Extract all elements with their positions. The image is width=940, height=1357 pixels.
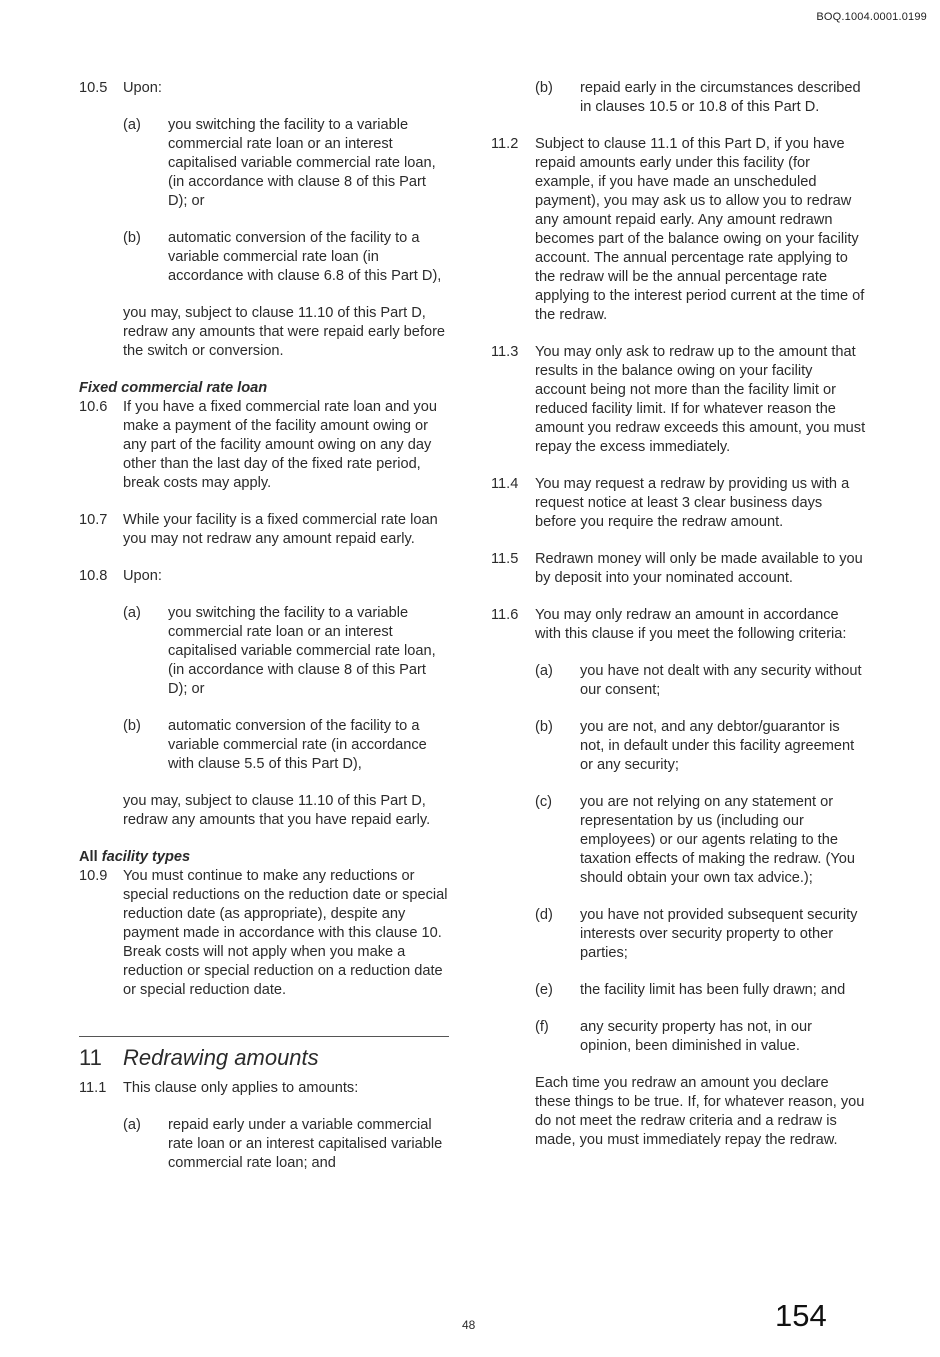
criteria-label: (e) (535, 982, 553, 998)
handwritten-page-stamp: 154 (775, 1298, 827, 1333)
clause-number: 11.5 (491, 551, 519, 567)
criteria-label: (d) (535, 907, 553, 923)
criteria-item (535, 981, 866, 1000)
clause-text: You may only ask to redraw up to the amount that results in the balance owing on your facility account being not more than the facility limit or reduced facility limit. If for whatever reason the amount you redraw exceeds this amount, you must repay the excess immediately. (535, 344, 866, 455)
subclause-label: (a) (123, 1117, 141, 1133)
clause-intro: This clause only applies to amounts: (123, 1080, 359, 1096)
clause-10-5 (79, 79, 449, 361)
heading-all-facility-types (79, 848, 449, 867)
criteria-item (535, 793, 866, 888)
subclause-b (535, 79, 866, 117)
subclause-label: (b) (123, 230, 141, 246)
subclause-a (123, 116, 449, 211)
clause-10-6 (79, 398, 449, 493)
document-id: BOQ.1004.0001.0199 (816, 11, 927, 23)
clause-text: Redrawn money will only be made available to you by deposit into your nominated account. (535, 551, 863, 586)
clause-10-8 (79, 567, 449, 830)
subclause-text: automatic conversion of the facility to a variable commercial rate loan (in accordance with clause 6.8 of this Part D), (168, 230, 442, 284)
clause-number: 10.6 (79, 399, 108, 415)
subclause-text: repaid early under a variable commercial rate loan or an interest capitalised variable commercial rate loan; and (168, 1117, 443, 1171)
heading-fixed-commercial-rate-loan: Fixed commercial rate loan (79, 380, 268, 396)
heading-italic-part: facility types (101, 849, 191, 865)
criteria-item (535, 718, 866, 775)
clause-number: 11.1 (79, 1080, 107, 1096)
criteria-label: (b) (535, 719, 553, 735)
clause-tail: you may, subject to clause 11.10 of this Part D, redraw any amounts that were repaid early before the switch or conversion. (123, 305, 446, 359)
clause-tail: Each time you redraw an amount you declare these things to be true. If, for whatever reason, you do not meet the redraw criteria and a redraw is made, you must immediately repay the redraw. (535, 1075, 865, 1148)
clause-number: 10.8 (79, 568, 108, 584)
clause-tail: you may, subject to clause 11.10 of this Part D, redraw any amounts that you have repaid early. (123, 793, 431, 828)
clause-text: While your facility is a fixed commercial rate loan you may not redraw any amount repaid early. (123, 512, 438, 547)
clause-number: 11.4 (491, 476, 519, 492)
clause-intro: Upon: (123, 568, 162, 584)
clause-number: 11.3 (491, 344, 519, 360)
criteria-item (535, 1018, 866, 1056)
clause-11-5 (491, 550, 866, 588)
subclause-b (123, 229, 449, 286)
subclause-label: (b) (123, 718, 141, 734)
criteria-label: (c) (535, 794, 553, 810)
criteria-item (535, 906, 866, 963)
heading-plain-part: All (79, 849, 98, 865)
clause-11-1-continued (491, 79, 866, 117)
clause-number: 10.7 (79, 512, 108, 528)
clause-11-1 (79, 1079, 449, 1173)
subclause-label: (a) (123, 117, 141, 133)
criteria-text: you are not relying on any statement or representation by us (including our employees) or our agents relating to the taxation effects of making the redraw. (You should obtain your own tax advice.); (580, 794, 856, 886)
criteria-text: any security property has not, in our opinion, been diminished in value. (580, 1019, 812, 1054)
clause-11-2 (491, 135, 866, 325)
subclause-text: repaid early in the circumstances described in clauses 10.5 or 10.8 of this Part D. (580, 80, 861, 115)
subclause-a (123, 1116, 449, 1173)
clause-text: If you have a fixed commercial rate loan and you make a payment of the facility amount owing or any part of the facility amount owing on any day other than the last day of the fixed rate period, break costs may apply. (123, 399, 437, 491)
clause-number: 11.6 (491, 607, 519, 623)
criteria-label: (f) (535, 1019, 549, 1035)
clause-number: 10.5 (79, 80, 108, 96)
clause-text: Subject to clause 11.1 of this Part D, if you have repaid amounts early under this facility (for example, if you have made an unscheduled payment), you may ask us to allow you to redraw any amount repaid early. Any amount redrawn becomes part of the balance owing on your facility account. The annual percentage rate applying to the redraw will be the annual percentage rate applying to the interest period current at the time of the redraw. (535, 136, 865, 323)
subclause-text: you switching the facility to a variable commercial rate loan or an interest capitalised variable commercial rate loan, (in accordance with clause 8 of this Part D); or (168, 117, 436, 209)
section-title (79, 1043, 449, 1073)
section-title-text: Redrawing amounts (123, 1045, 319, 1070)
right-column (491, 79, 866, 1168)
criteria-text: you have not provided subsequent security interests over security property to other parties; (580, 907, 858, 961)
subclause-text: you switching the facility to a variable commercial rate loan or an interest capitalised variable commercial rate loan, (in accordance with clause 8 of this Part D); or (168, 605, 436, 697)
clause-11-4 (491, 475, 866, 532)
subclause-label: (b) (535, 80, 553, 96)
clause-number: 10.9 (79, 868, 108, 884)
criteria-label: (a) (535, 663, 553, 679)
section-divider (79, 1036, 449, 1073)
subclause-a (123, 604, 449, 699)
criteria-text: you have not dealt with any security without our consent; (580, 663, 862, 698)
subclause-b (123, 717, 449, 774)
clause-11-6 (491, 606, 866, 1150)
clause-intro: Upon: (123, 80, 162, 96)
subclause-text: automatic conversion of the facility to a variable commercial rate (in accordance with clause 5.5 of this Part D), (168, 718, 427, 772)
clause-text: You may request a redraw by providing us with a request notice at least 3 clear business days before you require the redraw amount. (535, 476, 850, 530)
criteria-item (535, 662, 866, 700)
criteria-text: the facility limit has been fully drawn; and (580, 982, 846, 998)
section-number: 11 (79, 1045, 102, 1070)
clause-10-7 (79, 511, 449, 549)
clause-number: 11.2 (491, 136, 519, 152)
clause-10-9 (79, 867, 449, 1000)
clause-text: You must continue to make any reductions or special reductions on the reduction date or special reduction date (as appropriate), despite any payment made in accordance with this clause 10. Break costs will not apply when you make a reduction or special reduction on a reduction date or special reduction date. (123, 868, 448, 998)
subclause-label: (a) (123, 605, 141, 621)
left-column (79, 79, 449, 1191)
clause-11-3 (491, 343, 866, 457)
page-number: 48 (462, 1318, 476, 1332)
criteria-text: you are not, and any debtor/guarantor is not, in default under this facility agreement or any security; (580, 719, 855, 773)
clause-intro: You may only redraw an amount in accordance with this clause if you meet the following criteria: (535, 607, 847, 642)
